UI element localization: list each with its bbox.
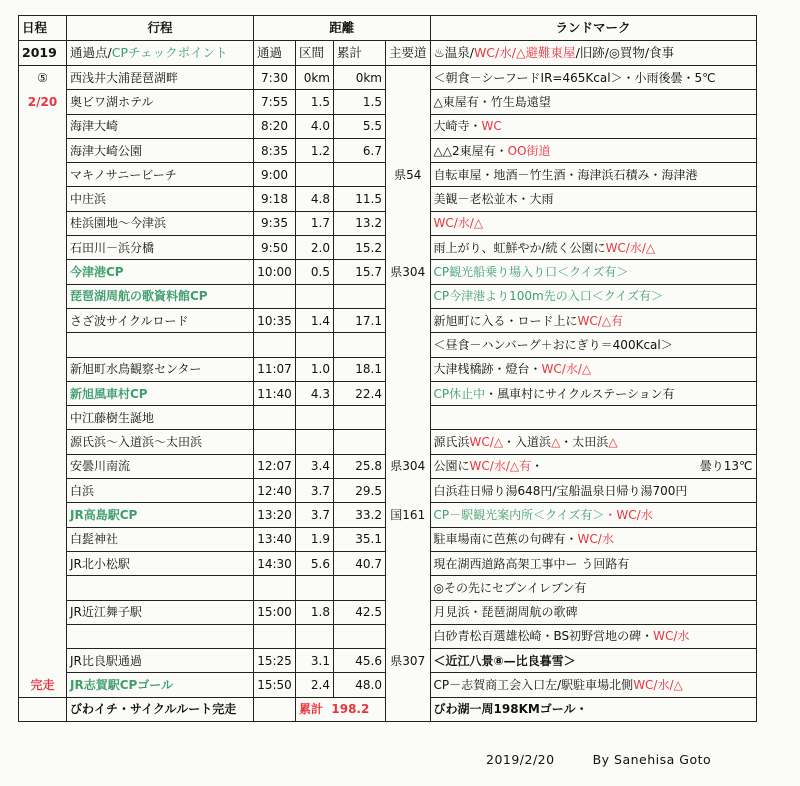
table-row [19,454,757,478]
table-row [19,236,757,260]
landmark-text: WC/水/△ [541,362,592,377]
legend-other: /旧跡/◎買物/食事 [575,44,675,60]
cumulative-cell [334,163,386,187]
time-cell [254,624,296,648]
footer-author: By Sanehisa Goto [592,752,712,767]
cumulative-cell [334,406,386,430]
landmark-cell [430,138,756,162]
landmark-text: CP休止中 [433,386,486,401]
landmark-text: ＜朝食－シーフードIR=465Kcal＞・小雨後曇・5℃ [433,70,716,85]
landmark-text: CP－志賀商工会入口左/駅駐車場北側 [433,678,634,693]
time-cell [254,430,296,454]
table-row [19,600,757,624]
landmark-text: ・太田浜 [560,435,609,450]
road-cell [386,406,431,430]
legend-onsen: ♨温泉/ [433,44,474,60]
summary-total [296,697,386,721]
table-row [19,211,757,235]
header-road: 主要道 [386,41,431,66]
place-cell [67,624,254,648]
place-cell: JR近江舞子駅 [67,600,254,624]
table-row [19,357,757,381]
place-cell: 新旭風車村CP [67,381,254,405]
landmark-text: WC/水/△ [605,240,656,255]
table-row [19,406,757,430]
table-row [19,284,757,308]
landmark-text: △ [551,435,561,450]
cumulative-cell [334,333,386,357]
landmark-cell [430,211,756,235]
time-cell: 12:40 [254,479,296,503]
header-distance: 距離 [254,16,431,41]
road-cell [386,236,431,260]
segment-cell [296,333,334,357]
table-row [19,430,757,454]
landmark-text: 美観－老松並木・大雨 [433,192,554,207]
cumulative-cell: 42.5 [334,600,386,624]
landmark-text: 雨上がり、虹鮮やか/続く公園に [433,240,606,255]
time-cell [254,406,296,430]
time-cell: 15:00 [254,600,296,624]
road-cell [386,211,431,235]
place-cell: 源氏浜～入道浜～太田浜 [67,430,254,454]
landmark-cell [430,673,756,697]
time-cell [254,333,296,357]
footer [486,752,749,767]
landmark-text: 白浜荘日帰り湯648円/宝船温泉日帰り湯700円 [433,483,688,498]
landmark-cell [430,624,756,648]
landmark-text: CP観光船乗り場入り口＜クイズ有＞ [433,265,629,280]
segment-cell: 0km [296,66,334,90]
landmark-text: ◎その先にセブンイレブン有 [433,580,587,595]
table-row [19,66,757,90]
cumulative-cell [334,624,386,648]
place-cell: JR比良駅通過 [67,649,254,673]
landmark-text: 新旭町に入る・ロード上に [433,313,578,328]
place-cell: 安曇川南流 [67,454,254,478]
time-cell: 9:00 [254,163,296,187]
landmark-cell [430,600,756,624]
day-cell [19,260,67,284]
day-cell [19,600,67,624]
day-cell [19,357,67,381]
time-cell [254,576,296,600]
landmark-cell [430,406,756,430]
landmark-cell [430,479,756,503]
summary-route-name: びわイチ・サイクルルート完走 [67,697,254,721]
weather-note: 曇り13℃ [699,459,753,474]
cumulative-cell: 33.2 [334,503,386,527]
road-cell [386,479,431,503]
segment-cell: 1.8 [296,600,334,624]
segment-cell: 1.5 [296,90,334,114]
segment-cell: 3.4 [296,454,334,478]
road-cell [386,430,431,454]
landmark-text: 源氏浜 [433,435,470,450]
cumulative-cell: 5.5 [334,114,386,138]
day-cell [19,454,67,478]
landmark-text: ・入道浜 [503,435,552,450]
landmark-text: WC/水/△有 [469,459,532,474]
day-cell [19,551,67,575]
summary-lake-note: びわ湖一周198KMゴール・ [430,697,756,721]
time-cell: 13:20 [254,503,296,527]
road-cell [386,187,431,211]
landmark-cell [430,114,756,138]
landmark-cell [430,236,756,260]
segment-cell: 3.7 [296,479,334,503]
landmark-text: WC/△ [469,435,504,450]
place-cell: 石田川－浜分橋 [67,236,254,260]
segment-cell: 4.0 [296,114,334,138]
header-day: 日程 [19,16,67,41]
place-cell: さざ波サイクルロード [67,308,254,332]
header-place [67,41,254,66]
cumulative-cell: 17.1 [334,308,386,332]
day-cell [19,406,67,430]
itinerary-rows [19,66,757,698]
road-cell [386,284,431,308]
road-cell: 国161 [386,503,431,527]
place-cell: JR北小松駅 [67,551,254,575]
day-cell [19,187,67,211]
road-cell [386,600,431,624]
landmark-text: 自転車屋・地酒－竹生酒・海津浜石積み・海津港 [433,167,698,182]
summary-total-value: 198.2 [331,702,370,717]
landmark-text: ・ [531,459,544,474]
day-cell [19,381,67,405]
segment-cell: 1.2 [296,138,334,162]
table-row [19,479,757,503]
header-year: 2019 [19,41,67,66]
place-cell [67,576,254,600]
road-cell [386,551,431,575]
place-cell [67,333,254,357]
landmark-cell [430,187,756,211]
road-cell [386,624,431,648]
cumulative-cell: 15.2 [334,236,386,260]
landmark-text: WC/水 [577,532,614,547]
day-cell [19,333,67,357]
landmark-text: WC/△有 [577,313,624,328]
header-time: 通過 [254,41,296,66]
segment-cell [296,163,334,187]
place-cell: 海津大崎 [67,114,254,138]
time-cell: 12:07 [254,454,296,478]
day-cell [19,576,67,600]
segment-cell: 4.3 [296,381,334,405]
landmark-text: 白砂青松百選雄松崎・BS初野営地の碑・ [433,629,654,644]
place-cell: 中庄浜 [67,187,254,211]
header-place-label: 通過点/ [70,44,112,60]
landmark-cell [430,308,756,332]
place-cell: 新旭町水鳥観察センター [67,357,254,381]
landmark-text: 大崎寺・ [433,119,482,134]
legend-facilities: WC/水/△避難東屋 [473,44,576,60]
landmark-cell [430,649,756,673]
place-cell: 西浅井大浦琵琶湖畔 [67,66,254,90]
segment-cell [296,624,334,648]
place-cell: 奥ビワ湖ホテル [67,90,254,114]
place-cell: 琵琶湖周航の歌資料館CP [67,284,254,308]
table-row [19,551,757,575]
table-row [19,576,757,600]
segment-cell: 1.9 [296,527,334,551]
landmark-text: 公園に [433,459,470,474]
cumulative-cell: 18.1 [334,357,386,381]
cumulative-cell: 25.8 [334,454,386,478]
day-cell [19,284,67,308]
time-cell: 15:50 [254,673,296,697]
table-row [19,187,757,211]
cumulative-cell: 15.7 [334,260,386,284]
road-cell [386,138,431,162]
header-segment: 区間 [296,41,334,66]
cumulative-cell: 45.6 [334,649,386,673]
road-cell [386,357,431,381]
segment-cell: 0.5 [296,260,334,284]
cumulative-cell [334,430,386,454]
road-cell: 県307 [386,649,431,673]
table-row [19,527,757,551]
day-cell: 2/20 [19,90,67,114]
road-cell [386,527,431,551]
landmark-text: △ [608,435,618,450]
day-cell [19,624,67,648]
segment-cell: 3.7 [296,503,334,527]
landmark-cell [430,66,756,90]
header-row-2 [19,41,757,66]
landmark-text: △△2東屋有・ [433,143,508,158]
landmark-text: ・WC/水 [604,507,653,522]
day-cell [19,138,67,162]
landmark-text: ＜近江八景⑧—比良暮雪＞ [433,653,576,668]
road-cell [386,308,431,332]
time-cell: 11:40 [254,381,296,405]
day-cell [19,479,67,503]
time-cell: 7:55 [254,90,296,114]
landmark-text: 大津桟橋跡・燈台・ [433,362,542,377]
time-cell: 8:20 [254,114,296,138]
place-cell: JR高島駅CP [67,503,254,527]
time-cell: 9:50 [254,236,296,260]
landmark-text: 現在湖西道路高架工事中ー う回路有 [433,556,630,571]
cumulative-cell [334,576,386,600]
summary-road-cell [386,697,431,721]
landmark-cell [430,527,756,551]
segment-cell [296,576,334,600]
road-cell: 県54 [386,163,431,187]
table-row [19,673,757,697]
segment-cell [296,430,334,454]
road-cell [386,90,431,114]
itinerary-table [18,15,757,722]
cumulative-cell: 35.1 [334,527,386,551]
landmark-text: 月見浜・琵琶湖周航の歌碑 [433,605,578,620]
summary-row [19,697,757,721]
landmark-text: WC/水 [653,629,690,644]
cumulative-cell: 22.4 [334,381,386,405]
segment-cell: 4.8 [296,187,334,211]
segment-cell [296,284,334,308]
landmark-cell [430,551,756,575]
landmark-text: WC/水/△ [633,678,683,693]
landmark-text: 駐車場南に芭蕉の句碑有・ [433,532,578,547]
cumulative-cell: 11.5 [334,187,386,211]
time-cell: 13:40 [254,527,296,551]
footer-date: 2019/2/20 [486,752,555,767]
place-cell: 海津大崎公園 [67,138,254,162]
cumulative-cell: 6.7 [334,138,386,162]
landmark-cell [430,163,756,187]
time-cell: 8:35 [254,138,296,162]
landmark-text: ・風車村にサイクルステーション有 [485,386,675,401]
landmark-text: OO街道 [507,143,551,158]
cumulative-cell: 29.5 [334,479,386,503]
landmark-cell [430,503,756,527]
landmark-cell [430,333,756,357]
segment-cell: 1.7 [296,211,334,235]
place-cell: 今津港CP [67,260,254,284]
table-row [19,503,757,527]
cumulative-cell: 1.5 [334,90,386,114]
summary-total-label: 累計 [299,702,324,717]
place-cell: 白髭神社 [67,527,254,551]
header-route: 行程 [67,16,254,41]
day-cell [19,211,67,235]
road-cell [386,114,431,138]
day-cell [19,527,67,551]
time-cell: 9:18 [254,187,296,211]
day-cell [19,503,67,527]
landmark-cell [430,381,756,405]
cumulative-cell: 0km [334,66,386,90]
day-cell [19,163,67,187]
road-cell [386,576,431,600]
road-cell [386,381,431,405]
landmark-text: ＜昼食－ハンバーグ＋おにぎり＝400Kcal＞ [433,337,673,352]
segment-cell [296,406,334,430]
cumulative-cell: 40.7 [334,551,386,575]
header-checkpoint-label: CPチェックポイント [111,44,228,60]
header-row-1 [19,16,757,41]
landmark-cell [430,357,756,381]
time-cell: 15:25 [254,649,296,673]
road-cell: 県304 [386,454,431,478]
time-cell: 10:00 [254,260,296,284]
table-row [19,138,757,162]
landmark-text: △東屋有・竹生島遠望 [433,94,551,109]
road-cell [386,66,431,90]
table-row [19,333,757,357]
summary-time-cell [254,697,296,721]
time-cell: 14:30 [254,551,296,575]
time-cell: 11:07 [254,357,296,381]
day-cell: ⑤ [19,66,67,90]
day-cell: 完走 [19,673,67,697]
landmark-cell [430,576,756,600]
segment-cell: 5.6 [296,551,334,575]
landmark-text: CP－駅観光案内所＜クイズ有＞ [433,507,605,522]
table-row [19,260,757,284]
place-cell: 桂浜園地～今津浜 [67,211,254,235]
cumulative-cell [334,284,386,308]
landmark-cell [430,284,756,308]
landmark-text: CP今津港より100m先の入口＜クイズ有＞ [433,289,664,304]
table-row [19,163,757,187]
day-cell [19,114,67,138]
time-cell [254,284,296,308]
header-landmark: ランドマーク [430,16,756,41]
segment-cell: 1.0 [296,357,334,381]
table-row [19,308,757,332]
day-cell [19,308,67,332]
landmark-cell [430,90,756,114]
table-row [19,624,757,648]
landmark-text: WC/水/△ [433,216,484,231]
road-cell [386,333,431,357]
table-row [19,90,757,114]
time-cell: 7:30 [254,66,296,90]
header-legend [430,41,756,66]
cumulative-cell: 13.2 [334,211,386,235]
time-cell: 10:35 [254,308,296,332]
place-cell: 白浜 [67,479,254,503]
table-row [19,649,757,673]
segment-cell: 3.1 [296,649,334,673]
header-cumulative: 累計 [334,41,386,66]
cumulative-cell: 48.0 [334,673,386,697]
day-cell [19,430,67,454]
place-cell: マキノサニービーチ [67,163,254,187]
summary-day-cell [19,697,67,721]
landmark-cell [430,454,756,478]
road-cell: 県304 [386,260,431,284]
day-cell [19,236,67,260]
table-row [19,381,757,405]
landmark-text: WC [481,119,502,134]
day-cell [19,649,67,673]
place-cell: JR志賀駅CPゴール [67,673,254,697]
landmark-cell [430,430,756,454]
table-row [19,114,757,138]
landmark-cell [430,260,756,284]
road-cell [386,673,431,697]
segment-cell: 2.4 [296,673,334,697]
segment-cell: 1.4 [296,308,334,332]
segment-cell: 2.0 [296,236,334,260]
time-cell: 9:35 [254,211,296,235]
place-cell: 中江藤樹生誕地 [67,406,254,430]
